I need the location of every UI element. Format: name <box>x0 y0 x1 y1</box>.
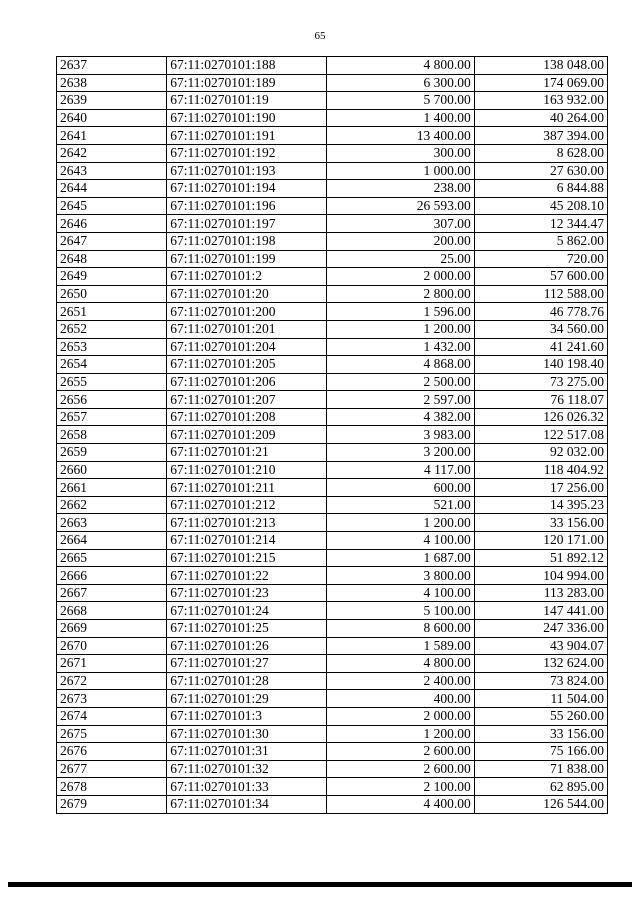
cost-value: 387 394.00 <box>474 127 607 145</box>
table-row <box>57 461 608 479</box>
area-value: 2 400.00 <box>327 672 474 690</box>
cadastral-table <box>56 56 608 814</box>
area-value: 1 200.00 <box>327 320 474 338</box>
cost-value: 126 544.00 <box>474 795 607 813</box>
row-number: 2653 <box>57 338 167 356</box>
row-number: 2659 <box>57 444 167 462</box>
cadastral-number: 67:11:0270101:194 <box>167 180 327 198</box>
table-body <box>57 57 608 814</box>
table-row <box>57 408 608 426</box>
cost-value: 11 504.00 <box>474 690 607 708</box>
cadastral-number: 67:11:0270101:22 <box>167 567 327 585</box>
area-value: 8 600.00 <box>327 620 474 638</box>
table-row <box>57 197 608 215</box>
table-row <box>57 391 608 409</box>
area-value: 1 589.00 <box>327 637 474 655</box>
cadastral-number: 67:11:0270101:29 <box>167 690 327 708</box>
row-number: 2668 <box>57 602 167 620</box>
table-row <box>57 74 608 92</box>
cost-value: 6 844.88 <box>474 180 607 198</box>
cadastral-number: 67:11:0270101:30 <box>167 725 327 743</box>
row-number: 2658 <box>57 426 167 444</box>
cadastral-number: 67:11:0270101:215 <box>167 549 327 567</box>
area-value: 600.00 <box>327 479 474 497</box>
row-number: 2649 <box>57 268 167 286</box>
row-number: 2642 <box>57 144 167 162</box>
cost-value: 43 904.07 <box>474 637 607 655</box>
table-row <box>57 144 608 162</box>
table-row <box>57 549 608 567</box>
table-row <box>57 620 608 638</box>
cadastral-number: 67:11:0270101:189 <box>167 74 327 92</box>
cost-value: 40 264.00 <box>474 109 607 127</box>
area-value: 2 000.00 <box>327 268 474 286</box>
table-row <box>57 795 608 813</box>
table-row <box>57 532 608 550</box>
area-value: 4 800.00 <box>327 57 474 75</box>
area-value: 3 983.00 <box>327 426 474 444</box>
cost-value: 73 275.00 <box>474 373 607 391</box>
table-row <box>57 268 608 286</box>
cadastral-number: 67:11:0270101:188 <box>167 57 327 75</box>
table-row <box>57 356 608 374</box>
row-number: 2647 <box>57 232 167 250</box>
row-number: 2637 <box>57 57 167 75</box>
row-number: 2662 <box>57 496 167 514</box>
row-number: 2672 <box>57 672 167 690</box>
cost-value: 132 624.00 <box>474 655 607 673</box>
row-number: 2673 <box>57 690 167 708</box>
row-number: 2661 <box>57 479 167 497</box>
cost-value: 5 862.00 <box>474 232 607 250</box>
cadastral-number: 67:11:0270101:23 <box>167 584 327 602</box>
area-value: 1 000.00 <box>327 162 474 180</box>
table-row <box>57 672 608 690</box>
area-value: 2 597.00 <box>327 391 474 409</box>
cost-value: 41 241.60 <box>474 338 607 356</box>
cadastral-number: 67:11:0270101:190 <box>167 109 327 127</box>
cost-value: 34 560.00 <box>474 320 607 338</box>
row-number: 2677 <box>57 760 167 778</box>
table-row <box>57 637 608 655</box>
cadastral-number: 67:11:0270101:20 <box>167 285 327 303</box>
row-number: 2651 <box>57 303 167 321</box>
cadastral-number: 67:11:0270101:212 <box>167 496 327 514</box>
table-row <box>57 426 608 444</box>
cadastral-number: 67:11:0270101:192 <box>167 144 327 162</box>
table-row <box>57 760 608 778</box>
table-row <box>57 303 608 321</box>
row-number: 2643 <box>57 162 167 180</box>
cost-value: 147 441.00 <box>474 602 607 620</box>
table-row <box>57 162 608 180</box>
area-value: 238.00 <box>327 180 474 198</box>
area-value: 2 800.00 <box>327 285 474 303</box>
row-number: 2654 <box>57 356 167 374</box>
area-value: 26 593.00 <box>327 197 474 215</box>
cost-value: 71 838.00 <box>474 760 607 778</box>
table-row <box>57 320 608 338</box>
cadastral-number: 67:11:0270101:2 <box>167 268 327 286</box>
table-row <box>57 285 608 303</box>
table-row <box>57 57 608 75</box>
area-value: 400.00 <box>327 690 474 708</box>
cost-value: 17 256.00 <box>474 479 607 497</box>
area-value: 1 400.00 <box>327 109 474 127</box>
area-value: 4 868.00 <box>327 356 474 374</box>
area-value: 4 100.00 <box>327 532 474 550</box>
area-value: 4 117.00 <box>327 461 474 479</box>
cost-value: 247 336.00 <box>474 620 607 638</box>
cadastral-number: 67:11:0270101:201 <box>167 320 327 338</box>
cost-value: 73 824.00 <box>474 672 607 690</box>
area-value: 1 596.00 <box>327 303 474 321</box>
row-number: 2678 <box>57 778 167 796</box>
cost-value: 122 517.08 <box>474 426 607 444</box>
cadastral-number: 67:11:0270101:210 <box>167 461 327 479</box>
cadastral-number: 67:11:0270101:21 <box>167 444 327 462</box>
cost-value: 12 344.47 <box>474 215 607 233</box>
cost-value: 62 895.00 <box>474 778 607 796</box>
cadastral-number: 67:11:0270101:204 <box>167 338 327 356</box>
row-number: 2667 <box>57 584 167 602</box>
table-row <box>57 655 608 673</box>
row-number: 2638 <box>57 74 167 92</box>
row-number: 2664 <box>57 532 167 550</box>
cadastral-number: 67:11:0270101:197 <box>167 215 327 233</box>
cadastral-number: 67:11:0270101:213 <box>167 514 327 532</box>
area-value: 3 800.00 <box>327 567 474 585</box>
area-value: 300.00 <box>327 144 474 162</box>
table-row <box>57 180 608 198</box>
row-number: 2655 <box>57 373 167 391</box>
cadastral-number: 67:11:0270101:191 <box>167 127 327 145</box>
area-value: 2 100.00 <box>327 778 474 796</box>
area-value: 2 000.00 <box>327 707 474 725</box>
cadastral-number: 67:11:0270101:27 <box>167 655 327 673</box>
cadastral-number: 67:11:0270101:31 <box>167 743 327 761</box>
table-row <box>57 109 608 127</box>
area-value: 307.00 <box>327 215 474 233</box>
cost-value: 104 994.00 <box>474 567 607 585</box>
cost-value: 118 404.92 <box>474 461 607 479</box>
area-value: 1 200.00 <box>327 725 474 743</box>
cost-value: 51 892.12 <box>474 549 607 567</box>
bottom-rule <box>8 882 632 887</box>
row-number: 2639 <box>57 92 167 110</box>
cost-value: 8 628.00 <box>474 144 607 162</box>
area-value: 5 700.00 <box>327 92 474 110</box>
table-row <box>57 725 608 743</box>
cadastral-number: 67:11:0270101:19 <box>167 92 327 110</box>
area-value: 5 100.00 <box>327 602 474 620</box>
area-value: 25.00 <box>327 250 474 268</box>
row-number: 2652 <box>57 320 167 338</box>
row-number: 2645 <box>57 197 167 215</box>
row-number: 2657 <box>57 408 167 426</box>
row-number: 2679 <box>57 795 167 813</box>
area-value: 3 200.00 <box>327 444 474 462</box>
row-number: 2675 <box>57 725 167 743</box>
row-number: 2646 <box>57 215 167 233</box>
area-value: 4 382.00 <box>327 408 474 426</box>
table-row <box>57 92 608 110</box>
row-number: 2671 <box>57 655 167 673</box>
table-row <box>57 232 608 250</box>
table-row <box>57 373 608 391</box>
row-number: 2674 <box>57 707 167 725</box>
cost-value: 720.00 <box>474 250 607 268</box>
cost-value: 75 166.00 <box>474 743 607 761</box>
cost-value: 45 208.10 <box>474 197 607 215</box>
row-number: 2670 <box>57 637 167 655</box>
cost-value: 126 026.32 <box>474 408 607 426</box>
table-row <box>57 250 608 268</box>
cost-value: 140 198.40 <box>474 356 607 374</box>
cadastral-number: 67:11:0270101:193 <box>167 162 327 180</box>
cadastral-number: 67:11:0270101:24 <box>167 602 327 620</box>
table-row <box>57 602 608 620</box>
area-value: 2 500.00 <box>327 373 474 391</box>
cadastral-number: 67:11:0270101:199 <box>167 250 327 268</box>
cadastral-number: 67:11:0270101:196 <box>167 197 327 215</box>
table-row <box>57 514 608 532</box>
cadastral-number: 67:11:0270101:198 <box>167 232 327 250</box>
cost-value: 120 171.00 <box>474 532 607 550</box>
cadastral-number: 67:11:0270101:206 <box>167 373 327 391</box>
table-row <box>57 567 608 585</box>
row-number: 2656 <box>57 391 167 409</box>
area-value: 6 300.00 <box>327 74 474 92</box>
table-row <box>57 338 608 356</box>
page-number: 65 <box>314 30 326 42</box>
cadastral-number: 67:11:0270101:205 <box>167 356 327 374</box>
area-value: 4 400.00 <box>327 795 474 813</box>
cadastral-number: 67:11:0270101:25 <box>167 620 327 638</box>
cost-value: 55 260.00 <box>474 707 607 725</box>
cost-value: 92 032.00 <box>474 444 607 462</box>
table-row <box>57 215 608 233</box>
cadastral-number: 67:11:0270101:214 <box>167 532 327 550</box>
table-row <box>57 584 608 602</box>
table-row <box>57 496 608 514</box>
table-row <box>57 444 608 462</box>
row-number: 2648 <box>57 250 167 268</box>
cadastral-number: 67:11:0270101:32 <box>167 760 327 778</box>
area-value: 1 687.00 <box>327 549 474 567</box>
row-number: 2669 <box>57 620 167 638</box>
cost-value: 138 048.00 <box>474 57 607 75</box>
row-number: 2676 <box>57 743 167 761</box>
area-value: 4 800.00 <box>327 655 474 673</box>
cost-value: 14 395.23 <box>474 496 607 514</box>
cost-value: 27 630.00 <box>474 162 607 180</box>
cadastral-number: 67:11:0270101:207 <box>167 391 327 409</box>
row-number: 2665 <box>57 549 167 567</box>
cadastral-number: 67:11:0270101:33 <box>167 778 327 796</box>
table-row <box>57 743 608 761</box>
cost-value: 46 778.76 <box>474 303 607 321</box>
area-value: 2 600.00 <box>327 743 474 761</box>
cost-value: 163 932.00 <box>474 92 607 110</box>
cadastral-number: 67:11:0270101:26 <box>167 637 327 655</box>
table-row <box>57 778 608 796</box>
table-row <box>57 479 608 497</box>
cost-value: 33 156.00 <box>474 514 607 532</box>
row-number: 2650 <box>57 285 167 303</box>
area-value: 200.00 <box>327 232 474 250</box>
table-row <box>57 127 608 145</box>
cost-value: 113 283.00 <box>474 584 607 602</box>
cost-value: 112 588.00 <box>474 285 607 303</box>
cadastral-number: 67:11:0270101:208 <box>167 408 327 426</box>
area-value: 2 600.00 <box>327 760 474 778</box>
cadastral-number: 67:11:0270101:3 <box>167 707 327 725</box>
table-row <box>57 690 608 708</box>
table-row <box>57 707 608 725</box>
row-number: 2644 <box>57 180 167 198</box>
area-value: 1 432.00 <box>327 338 474 356</box>
area-value: 4 100.00 <box>327 584 474 602</box>
cadastral-number: 67:11:0270101:28 <box>167 672 327 690</box>
cost-value: 57 600.00 <box>474 268 607 286</box>
row-number: 2663 <box>57 514 167 532</box>
area-value: 13 400.00 <box>327 127 474 145</box>
cadastral-number: 67:11:0270101:34 <box>167 795 327 813</box>
cadastral-number: 67:11:0270101:211 <box>167 479 327 497</box>
row-number: 2641 <box>57 127 167 145</box>
area-value: 521.00 <box>327 496 474 514</box>
row-number: 2666 <box>57 567 167 585</box>
row-number: 2660 <box>57 461 167 479</box>
cost-value: 76 118.07 <box>474 391 607 409</box>
cost-value: 33 156.00 <box>474 725 607 743</box>
area-value: 1 200.00 <box>327 514 474 532</box>
cadastral-number: 67:11:0270101:200 <box>167 303 327 321</box>
row-number: 2640 <box>57 109 167 127</box>
cost-value: 174 069.00 <box>474 74 607 92</box>
cadastral-number: 67:11:0270101:209 <box>167 426 327 444</box>
